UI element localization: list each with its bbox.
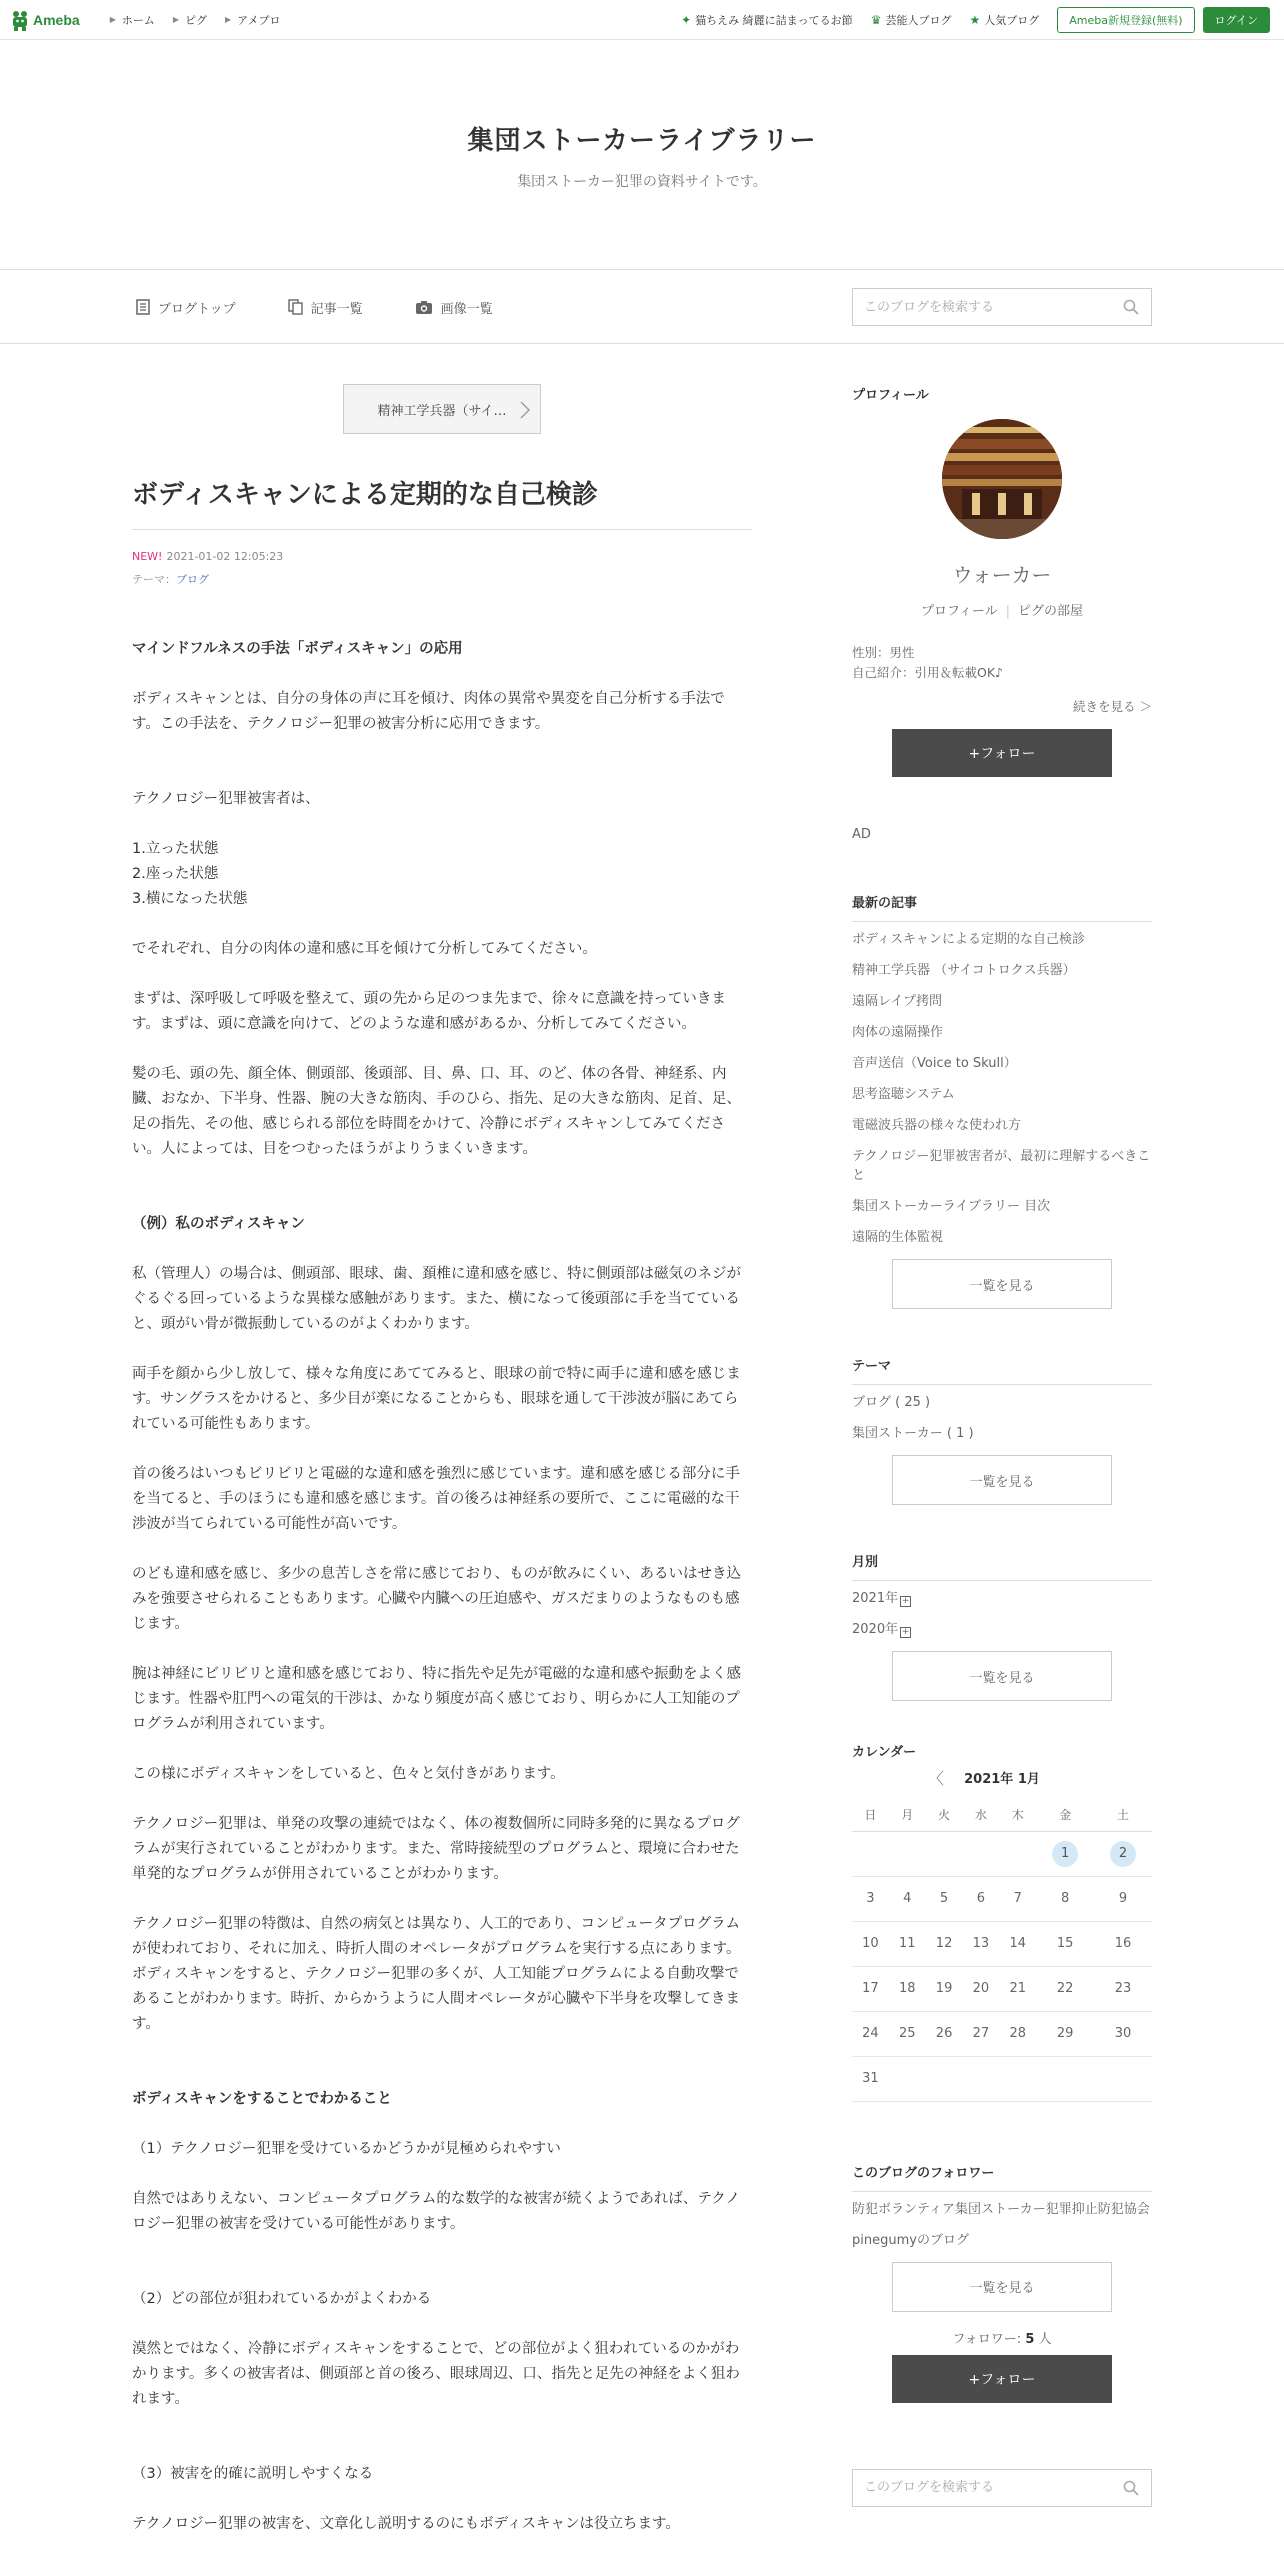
crown-icon: ♛: [870, 13, 882, 27]
calendar-day: [852, 1966, 889, 2011]
calendar-day-number: 22: [1056, 1981, 1074, 1996]
avatar[interactable]: [942, 419, 1062, 539]
list-item[interactable]: 遠隔レイプ拷問: [852, 994, 942, 1009]
calendar-day: [999, 1966, 1036, 2011]
paragraph: 1.立った状態: [132, 841, 219, 857]
calendar-day: [1094, 1966, 1152, 2011]
calendar-day: [852, 2011, 889, 2056]
camera-icon: [415, 300, 433, 315]
profile-link[interactable]: プロフィール: [920, 604, 998, 619]
paragraph: 自然ではありえない、コンピュータプログラム的な数学的な被害が続くようであれば、テクノロジー犯罪の被害を受けている可能性があります。: [132, 2191, 740, 2232]
followers-list-button[interactable]: 一覧を見る: [892, 2262, 1112, 2312]
ad-label: AD: [852, 827, 871, 842]
calendar-day: [1036, 2056, 1094, 2101]
follower-count: フォロワー: 5 人: [952, 2331, 1052, 2347]
calendar-day: [999, 2011, 1036, 2056]
calendar-day: [962, 2011, 999, 2056]
top-bar: [0, 0, 1284, 40]
list-item[interactable]: 音声送信（Voice to Skull）: [852, 1056, 1017, 1071]
article-body: [132, 637, 752, 2537]
sparkle-icon: ✦: [681, 13, 692, 27]
section-heading: （例）私のボディスキャン: [132, 1216, 305, 1232]
calendar-day: [962, 1876, 999, 1921]
theme-list: [852, 1393, 1152, 1443]
calendar-day: [1094, 1876, 1152, 1921]
monthly-list: [852, 1589, 1152, 1639]
calendar-day: [852, 2056, 889, 2101]
article-title: ボディスキャンによる定期的な自己検診: [132, 474, 752, 530]
theme-list-button[interactable]: 一覧を見る: [892, 1455, 1112, 1505]
star-icon: ★: [969, 13, 981, 27]
theme-section: [852, 1355, 1152, 1505]
recent-title: 最新の記事: [852, 892, 1152, 922]
paragraph: テクノロジー犯罪は、単発の攻撃の連続ではなく、体の複数個所に同時多発的に異なるプログラムが実行されていることがわかります。また、常時接続型のプログラムと、環境に合わせた単発的なプログラムが併用されていることがわかります。: [132, 1816, 740, 1882]
calendar-day: [926, 1831, 963, 1876]
pigg-room-link[interactable]: ピグの部屋: [1018, 604, 1084, 619]
blog-search: [852, 288, 1152, 326]
blog-title[interactable]: 集団ストーカーライブラリー: [467, 126, 817, 156]
calendar-day: [1036, 1921, 1094, 1966]
calendar-day-number: 8: [1060, 1891, 1070, 1906]
article-datetime: 2021-01-02 12:05:23: [166, 550, 284, 563]
calendar-day: [926, 1966, 963, 2011]
copy-icon: [288, 299, 303, 315]
paragraph: 両手を顔から少し放して、様々な角度にあててみると、眼球の前で特に両手に違和感を感じます。サングラスをかけると、多少目が楽になることからも、眼球を通して干渉波が脳にあてられている可能性もあります。: [132, 1366, 741, 1432]
calendar-day: [1094, 2011, 1152, 2056]
monthly-section: [852, 1551, 1152, 1701]
nav-image-list[interactable]: 画像一覧: [415, 298, 493, 317]
calendar-day: [889, 1921, 926, 1966]
calendar-day-number: 21: [1009, 1981, 1026, 1996]
theme-title: テーマ: [852, 1355, 1152, 1385]
calendar-day: [852, 1921, 889, 1966]
calendar-day: [889, 1966, 926, 2011]
calendar-weekday: 日: [852, 1799, 889, 1831]
calendar-day: [926, 2011, 963, 2056]
calendar-day-number: 18: [898, 1981, 916, 1996]
calendar-day: [1036, 1876, 1094, 1921]
calendar-day: [999, 1831, 1036, 1876]
expand-plus-icon[interactable]: +: [901, 1627, 910, 1637]
calendar-week: [852, 2056, 1152, 2101]
calendar-day-number: 10: [862, 1936, 879, 1951]
paragraph: のども違和感を感じ、多少の息苦しさを常に感じており、ものが飲みにくい、あるいはせき込みを強要させられることもあります。心臓や内臓への圧迫感や、ガスだまりのようなものも感じます。: [132, 1566, 741, 1632]
calendar-day-number: 4: [903, 1891, 912, 1906]
calendar-title: カレンダー: [852, 1745, 917, 1760]
calendar-day: [1094, 2056, 1152, 2101]
calendar-day: [962, 1966, 999, 2011]
calendar-day: [999, 1921, 1036, 1966]
sidebar-search: [852, 2469, 1152, 2507]
list-item[interactable]: 思考盗聴システム: [852, 1087, 955, 1102]
calendar-day-number: 25: [898, 2026, 916, 2041]
calendar-day: [999, 2056, 1036, 2101]
paragraph: テクノロジー犯罪の特徴は、自然の病気とは異なり、人工的であり、コンピュータプログラムが使われており、それに加え、時折人間のオペレータがプログラムを実行する点にあります。ボディスキャンをすると、テクノロジー犯罪の多くが、人工知能プログラムによる自動攻撃であることがわかります。時折、からかうように人間オペレータが心臓や下半身を攻撃してきます。: [132, 1916, 741, 2032]
document-icon: [136, 299, 150, 315]
paragraph: 3.横になった状態: [132, 891, 248, 907]
paragraph: テクノロジー犯罪被害者は、: [132, 791, 320, 807]
calendar-weekday: 月: [889, 1799, 926, 1831]
calendar-day: [1094, 1921, 1152, 1966]
list-item[interactable]: ブログ ( 25 ): [852, 1395, 931, 1410]
calendar-day-number: 31: [862, 2071, 879, 2086]
follow-button[interactable]: +フォロー: [892, 729, 1112, 777]
calendar-day: [962, 1921, 999, 1966]
blog-search-input[interactable]: [853, 289, 1103, 325]
calendar-week: [852, 2011, 1152, 2056]
recent-articles: [852, 892, 1152, 1309]
blog-nav-links: [136, 270, 545, 344]
calendar-month: 2021年 1月: [964, 1772, 1040, 1787]
calendar-weekday: 土: [1094, 1799, 1152, 1831]
list-item[interactable]: テクノロジー犯罪被害者が、最初に理解するべきこと: [852, 1149, 1151, 1183]
calendar-day-number: 3: [866, 1891, 875, 1906]
recent-list-button[interactable]: 一覧を見る: [892, 1259, 1112, 1309]
calendar-day-number: 28: [1009, 2026, 1026, 2041]
calendar-day-number: 11: [898, 1936, 916, 1951]
calendar-day-number: 7: [1013, 1891, 1022, 1906]
calendar-day: [852, 1831, 889, 1876]
ameba-logo[interactable]: [10, 9, 80, 31]
calendar-week: [852, 1921, 1152, 1966]
calendar-day-number: 26: [935, 2026, 953, 2041]
calendar-day-number: 13: [972, 1936, 990, 1951]
calendar-day-number: 29: [1056, 2026, 1074, 2041]
list-item[interactable]: 防犯ボランティア集団ストーカー犯罪抑止防犯協会: [852, 2201, 1150, 2217]
new-badge: NEW!: [132, 550, 163, 563]
profile-card: [852, 419, 1152, 619]
nav-blog-top[interactable]: ブログトップ: [136, 298, 236, 317]
list-item[interactable]: ボディスキャンによる定期的な自己検診: [852, 932, 1085, 947]
calendar-week: [852, 1831, 1152, 1876]
nav-article-list[interactable]: 記事一覧: [288, 298, 363, 317]
calendar-day-number: 27: [972, 2026, 990, 2041]
blog-navbar: [0, 270, 1284, 344]
calendar-day: [962, 2056, 999, 2101]
topnav-ameblo[interactable]: ▶ アメブロ: [225, 13, 281, 27]
expand-plus-icon[interactable]: +: [901, 1596, 910, 1606]
logo-text: Ameba: [33, 11, 80, 28]
top-nav: [92, 12, 281, 28]
paragraph: でそれぞれ、自分の肉体の違和感に耳を傾けて分析してみてください。: [132, 941, 597, 957]
article-meta: [132, 550, 752, 563]
chevron-left-icon[interactable]: 〈: [928, 1769, 945, 1788]
paragraph: 髪の毛、頭の先、顔全体、側頭部、後頭部、目、鼻、口、耳、のど、体の各骨、神経系、内臓、おなか、下半身、性器、腕の大きな筋肉、手のひら、指先、足の大きな筋肉、足首、足、足の指先、その他、感じられる部位を時間をかけて、冷静にボディスキャンしてみてください。人によっては、目をつむったほうがよりうまくいきます。: [132, 1066, 741, 1157]
blog-header: [0, 40, 1284, 270]
paragraph: 腕は神経にビリビリと違和感を感じており、特に指先や足先が電磁的な違和感や振動をよく感じます。性器や肛門への電気的干渉は、かなり頻度が高く感じており、明らかに人工知能のプログラムが利用されています。: [132, 1666, 741, 1732]
paragraph: 首の後ろはいつもビリビリと電磁的な違和感を強烈に感じています。違和感を感じる部分に手を当てると、手のほうにも違和感を感じます。首の後ろは神経系の要所で、ここに電磁的な干渉波が当てられている可能性が高いです。: [132, 1466, 740, 1532]
list-item[interactable]: 2021年 +: [852, 1591, 910, 1606]
calendar-day[interactable]: [1094, 1831, 1152, 1876]
caret-right-icon: ▶: [109, 15, 116, 24]
paragraph: 漠然とではなく、冷静にボディスキャンをすることで、どの部位がよく狙われているのかがわかります。多くの被害者は、側頭部と首の後ろ、眼球周辺、口、指先と足先の神経をよく狙われます。: [132, 2341, 740, 2407]
profile-name[interactable]: ウォーカー: [952, 563, 1052, 587]
divider: |: [1005, 604, 1011, 619]
calendar-day: [926, 1876, 963, 1921]
calendar-day[interactable]: [1036, 1831, 1094, 1876]
paragraph: この様にボディスキャンをしていると、色々と気付きがあります。: [132, 1766, 565, 1782]
profile-title: プロフィール: [852, 388, 929, 403]
calendar-day: [889, 2056, 926, 2101]
calendar-day-number: 20: [972, 1981, 990, 1996]
profile-more-link[interactable]: 続きを見る ＞: [1073, 699, 1152, 714]
calendar-day-number[interactable]: 2: [1110, 1841, 1136, 1867]
login-button[interactable]: ログイン: [1203, 7, 1270, 33]
followers-title: このブログのフォロワー: [852, 2162, 1152, 2192]
blog-description: 集団ストーカー犯罪の資料サイトです。: [517, 174, 767, 190]
profile-intro: 自己紹介：引用＆転載OK♪: [852, 665, 1004, 680]
list-item[interactable]: 精神工学兵器 （サイコトロクス兵器）: [852, 963, 1076, 978]
sidebar: [852, 384, 1152, 2507]
prev-article-button[interactable]: 精神工学兵器（サイ…: [343, 384, 541, 434]
ameba-logo-icon: [10, 9, 30, 31]
calendar-weekday: 火: [926, 1799, 963, 1831]
popular-blog-link[interactable]: ★ 人気ブログ: [969, 13, 1040, 27]
calendar-day: [852, 1876, 889, 1921]
list-item[interactable]: 肉体の遠隔操作: [852, 1025, 944, 1040]
paragraph: 私（管理人）の場合は、側頭部、眼球、歯、頚椎に違和感を感じ、特に側頭部は磁気のネジがぐるぐる回っているような異様な感触があります。また、横になって後頭部に手を当てていると、頭がい骨が微振動しているのがよくわかります。: [132, 1266, 741, 1332]
calendar-section: [852, 1741, 1152, 2102]
top-right: [663, 0, 1270, 40]
calendar-weekday: 金: [1036, 1799, 1094, 1831]
followers-section: [852, 2162, 1152, 2403]
list-item[interactable]: 集団ストーカーライブラリー 目次: [852, 1199, 1051, 1214]
calendar-weekday: 木: [999, 1799, 1036, 1831]
paragraph: （1）テクノロジー犯罪を受けているかどうかが見極められやすい: [132, 2141, 561, 2157]
list-item[interactable]: 電磁波兵器の様々な使われ方: [852, 1118, 1022, 1133]
celebrity-blog-link[interactable]: ♛ 芸能人ブログ: [870, 13, 952, 27]
pickup-link[interactable]: ✦ 猫ちえみ 綺麗に詰まってるお節: [681, 13, 853, 27]
section-heading: マインドフルネスの手法「ボディスキャン」の応用: [132, 641, 463, 657]
sidebar-search-input[interactable]: [853, 2470, 1103, 2506]
recent-list: [852, 930, 1152, 1247]
list-item[interactable]: 遠隔的生体監視: [852, 1230, 944, 1245]
paragraph: （2）どの部位が狙われているかがよくわかる: [132, 2291, 432, 2307]
profile-links: [852, 600, 1152, 619]
topnav-home[interactable]: ▶ ホーム: [109, 13, 155, 27]
follow-button-bottom[interactable]: +フォロー: [892, 2355, 1112, 2403]
calendar-day: [926, 2056, 963, 2101]
calendar-day-number: 6: [976, 1891, 986, 1906]
profile-info: [852, 643, 1152, 683]
search-icon[interactable]: [1123, 299, 1139, 315]
calendar-table: [852, 1799, 1152, 2102]
caret-right-icon: ▶: [225, 15, 232, 24]
calendar-day: [1036, 2011, 1094, 2056]
calendar-day-number[interactable]: 1: [1052, 1841, 1078, 1867]
calendar-day-number: 23: [1114, 1981, 1132, 1996]
paragraph: 2.座った状態: [132, 866, 219, 882]
calendar-day-number: 15: [1056, 1936, 1074, 1951]
monthly-title: 月別: [852, 1551, 1152, 1581]
article-theme: テーマ：ブログ: [132, 573, 209, 586]
topnav-pigg[interactable]: ▶ ピグ: [172, 13, 207, 27]
calendar-header: [852, 1768, 1152, 1787]
theme-link[interactable]: ブログ: [176, 573, 209, 586]
calendar-day-number: 16: [1114, 1936, 1132, 1951]
list-item[interactable]: pinegumyのブログ: [852, 2232, 969, 2248]
calendar-day: [926, 1921, 963, 1966]
calendar-day-number: 12: [935, 1936, 953, 1951]
calendar-day: [962, 1831, 999, 1876]
paragraph: テクノロジー犯罪の被害を、文章化し説明するのにもボディスキャンは役立ちます。: [132, 2516, 680, 2532]
search-icon[interactable]: [1123, 2480, 1139, 2496]
list-item[interactable]: 2020年 +: [852, 1622, 910, 1637]
calendar-day-number: 5: [939, 1891, 949, 1906]
calendar-day: [999, 1876, 1036, 1921]
calendar-day-number: 30: [1114, 2026, 1132, 2041]
calendar-week: [852, 1876, 1152, 1921]
section-heading: ボディスキャンをすることでわかること: [132, 2091, 392, 2107]
library-photo: [942, 419, 1062, 539]
followers-list: [852, 2200, 1152, 2250]
calendar-day: [889, 2011, 926, 2056]
main-column: [132, 384, 752, 2537]
monthly-list-button[interactable]: 一覧を見る: [892, 1651, 1112, 1701]
paragraph: まずは、深呼吸して呼吸を整えて、頭の先から足のつま先まで、徐々に意識を持っていきます。まずは、頭に意識を向けて、どのような違和感があるか、分析してみてください。: [132, 991, 726, 1032]
calendar-day-number: 14: [1009, 1936, 1026, 1951]
paragraph: ボディスキャンとは、自分の身体の声に耳を傾け、肉体の異常や異変を自己分析する手法です。この手法を、テクノロジー犯罪の被害分析に応用できます。: [132, 691, 725, 732]
calendar-day-number: 17: [862, 1981, 879, 1996]
list-item[interactable]: 集団ストーカー ( 1 ): [852, 1426, 974, 1441]
calendar-weekday: 水: [962, 1799, 999, 1831]
calendar-day-number: 24: [862, 2026, 879, 2041]
paragraph: （3）被害を的確に説明しやすくなる: [132, 2466, 374, 2482]
chevron-right-icon: [520, 401, 530, 419]
caret-right-icon: ▶: [172, 15, 179, 24]
calendar-day: [1036, 1966, 1094, 2011]
calendar-week: [852, 1966, 1152, 2011]
calendar-day: [889, 1831, 926, 1876]
register-button[interactable]: Ameba新規登録(無料): [1057, 7, 1194, 33]
calendar-day: [889, 1876, 926, 1921]
profile-gender: 性別：男性: [852, 645, 915, 660]
calendar-day-number: 9: [1118, 1891, 1128, 1906]
calendar-day-number: 19: [935, 1981, 953, 1996]
